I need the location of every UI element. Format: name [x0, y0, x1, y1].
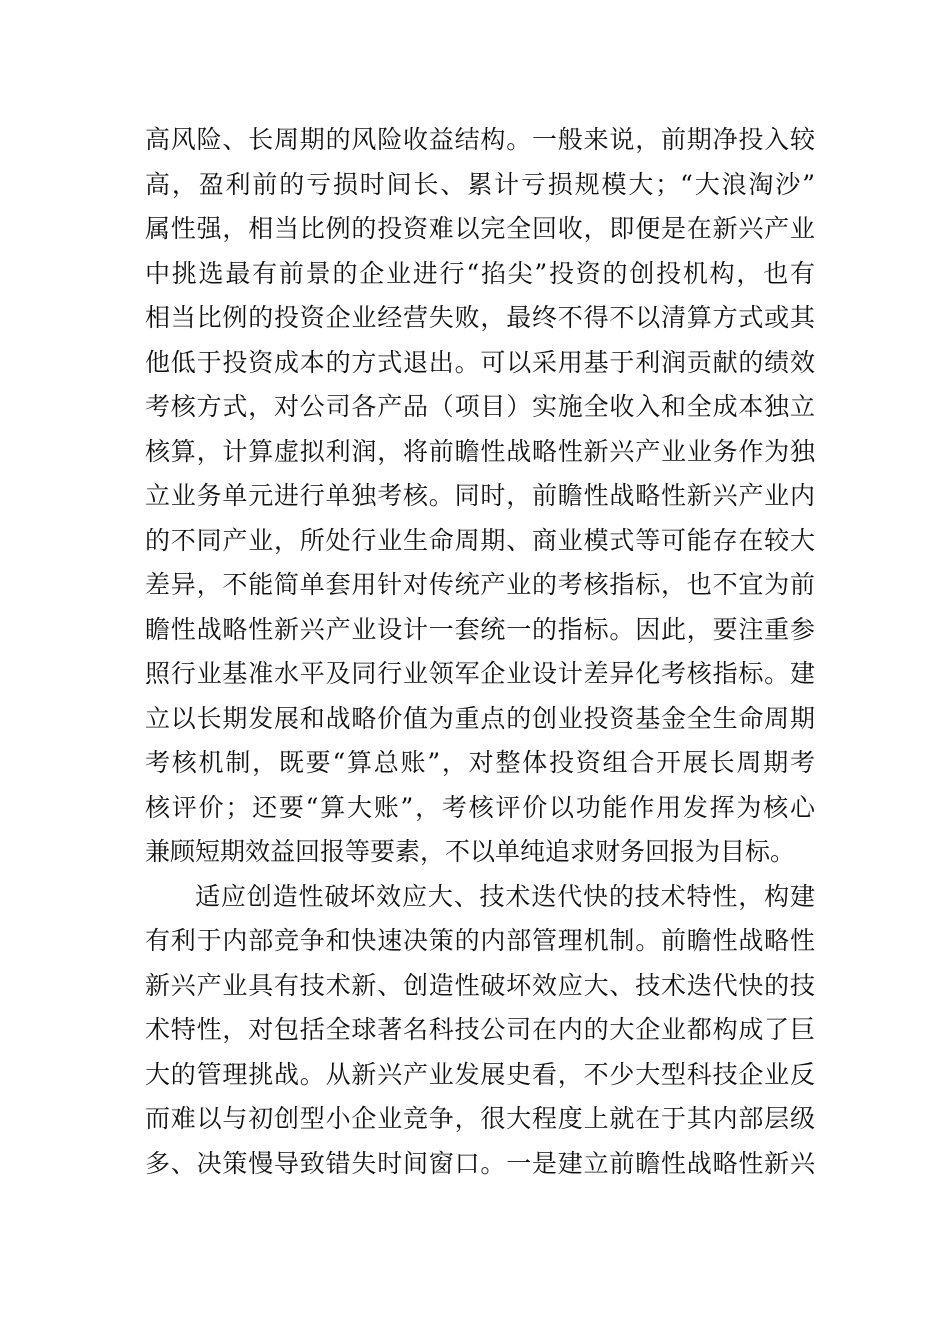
text-line: 适应创造性破坏效应大、技术迭代快的技术特性，构建	[195, 881, 815, 911]
paragraph-2	[145, 875, 815, 1187]
text-line: 照行业基准水平及同行业领军企业设计差异化考核指标。建	[145, 659, 815, 688]
text-line: 考核方式，对公司各产品（项目）实施全收入和全成本独立	[145, 392, 815, 421]
text-line: 高风险、长周期的风险收益结构。一般来说，前期净投入较	[145, 125, 815, 154]
text-line: 大的管理挑战。从新兴产业发展史看，不少大型科技企业反	[145, 1059, 815, 1089]
text-line: 新兴产业具有技术新、创造性破坏效应大、技术迭代快的技	[145, 970, 815, 1000]
text-line: 而难以与初创型小企业竞争，很大程度上就在于其内部层级	[145, 1104, 815, 1133]
text-line: 考核机制，既要“算总账”，对整体投资组合开展长周期考	[145, 748, 815, 777]
text-line: 的不同产业，所处行业生命周期、商业模式等可能存在较大	[145, 525, 815, 555]
text-line: 他低于投资成本的方式退出。可以采用基于利润贡献的绩效	[145, 347, 815, 377]
text-line: 核评价；还要“算大账”，考核评价以功能作用发挥为核心	[145, 792, 815, 822]
paragraph-1	[145, 118, 815, 875]
text-line: 术特性，对包括全球著名科技公司在内的大企业都构成了巨	[145, 1015, 815, 1044]
text-line: 属性强，相当比例的投资难以完全回收，即便是在新兴产业	[145, 214, 815, 243]
text-line: 多、决策慢导致错失时间窗口。一是建立前瞻性战略性新兴	[145, 1148, 815, 1178]
text-line: 相当比例的投资企业经营失败，最终不得不以清算方式或其	[145, 303, 815, 332]
text-line: 核算，计算虚拟利润，将前瞻性战略性新兴产业业务作为独	[145, 436, 815, 466]
text-line: 中挑选最有前景的企业进行“掐尖”投资的创投机构，也有	[145, 258, 815, 288]
text-line: 差异，不能简单套用针对传统产业的考核指标，也不宜为前	[145, 570, 815, 599]
body-text	[145, 118, 815, 1186]
text-line: 兼顾短期效益回报等要素，不以单纯追求财务回报为目标。	[145, 837, 796, 866]
text-line: 立以长期发展和战略价值为重点的创业投资基金全生命周期	[145, 703, 815, 733]
text-line: 有利于内部竞争和快速决策的内部管理机制。前瞻性战略性	[145, 926, 815, 955]
text-line: 立业务单元进行单独考核。同时，前瞻性战略性新兴产业内	[145, 481, 815, 510]
text-line: 瞻性战略性新兴产业设计一套统一的指标。因此，要注重参	[145, 614, 815, 644]
text-line: 高，盈利前的亏损时间长、累计亏损规模大；“大浪淘沙”	[145, 169, 815, 199]
